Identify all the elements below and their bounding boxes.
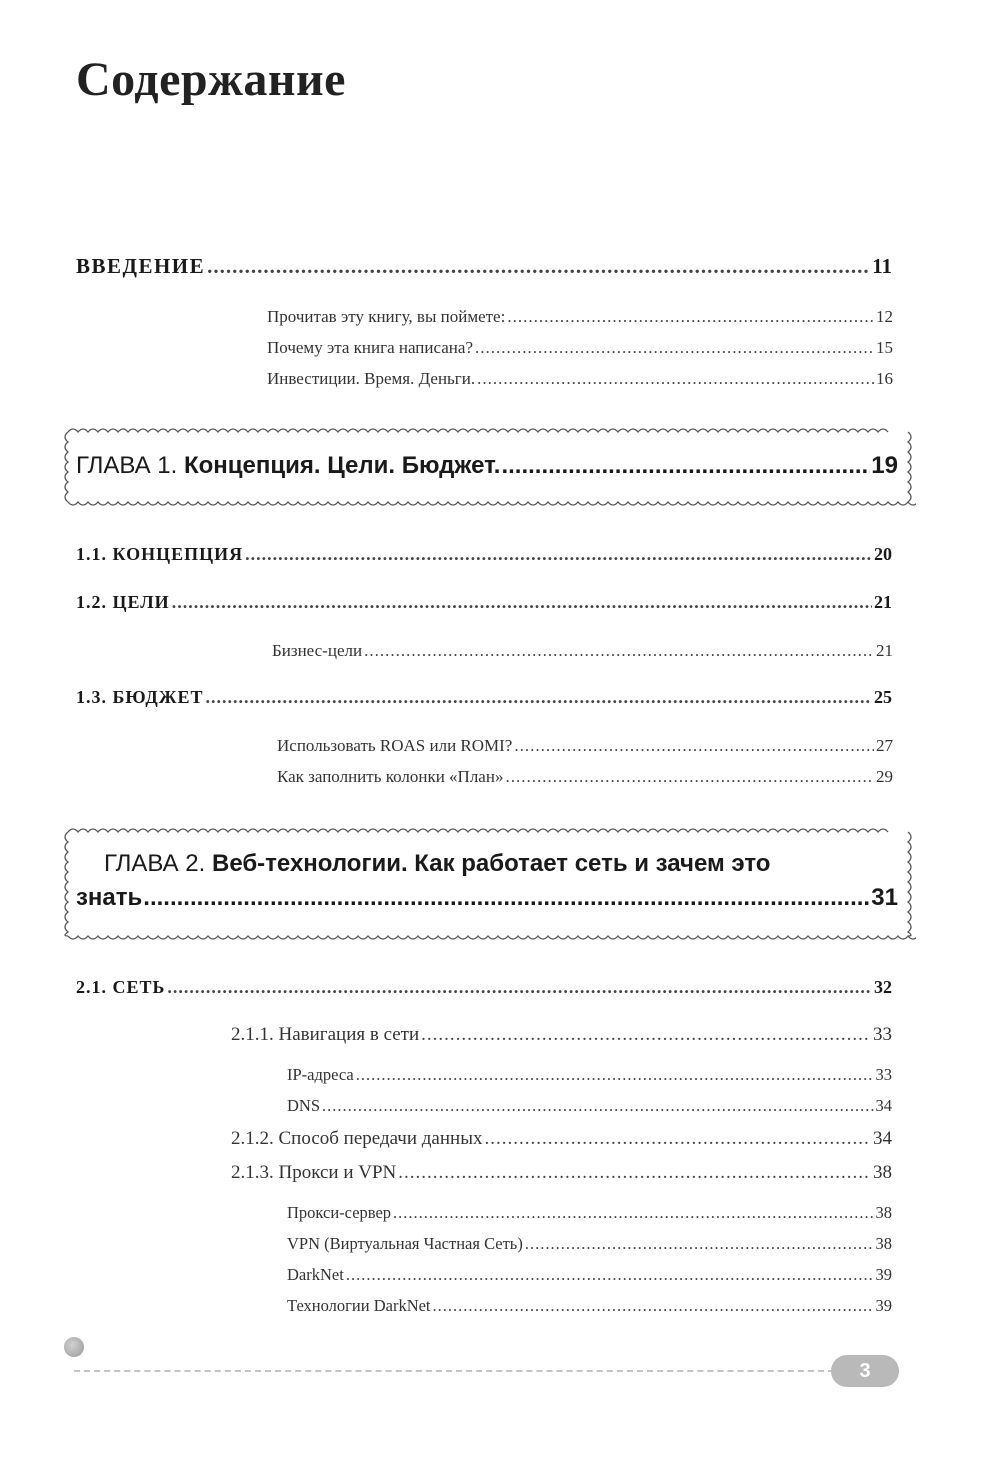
toc-page: 38 — [875, 1234, 892, 1253]
chapter-prefix: ГЛАВА 1. — [76, 452, 178, 479]
toc-entry-subsection[interactable] — [231, 1128, 892, 1150]
toc-page: 34 — [873, 1128, 892, 1149]
toc-label: DarkNet — [287, 1265, 344, 1284]
chapter-1-box[interactable] — [62, 424, 916, 510]
leader-dots — [207, 254, 870, 279]
toc-entry-item[interactable] — [287, 1296, 892, 1316]
toc-page: 21 — [876, 641, 893, 660]
toc-page: 27 — [876, 736, 893, 755]
chapter-title-cont: знать — [76, 884, 143, 911]
toc-entry-section[interactable] — [76, 687, 892, 708]
leader-dots — [525, 1234, 874, 1254]
leader-dots — [143, 884, 870, 912]
leader-dots — [507, 307, 874, 327]
toc-label: 1.3. БЮДЖЕТ — [76, 687, 204, 707]
toc-entry-subsection[interactable] — [231, 1162, 892, 1184]
leader-dots — [505, 767, 874, 787]
leader-dots — [501, 452, 870, 480]
leader-dots — [167, 977, 872, 998]
toc-label: 2.1.3. Прокси и VPN — [231, 1162, 397, 1183]
toc-entry-item[interactable] — [287, 1234, 892, 1254]
leader-dots — [393, 1203, 873, 1223]
toc-label: 2.1. СЕТЬ — [76, 977, 166, 997]
toc-entry-item[interactable] — [277, 736, 893, 756]
toc-page: 16 — [876, 369, 893, 388]
chapter-title: Концепция. Цели. Бюджет. — [183, 452, 501, 479]
toc-entry-introduction[interactable] — [76, 254, 892, 279]
leader-dots — [346, 1265, 874, 1285]
chapter-2-heading-line2 — [76, 884, 898, 912]
leader-dots — [477, 369, 874, 389]
toc-page: 38 — [875, 1203, 892, 1222]
chapter-page: 31 — [871, 884, 898, 911]
toc-label: 1.1. КОНЦЕПЦИЯ — [76, 544, 244, 564]
leader-dots — [421, 1024, 871, 1046]
toc-label: 2.1.2. Способ передачи данных — [231, 1128, 483, 1149]
toc-label: 1.2. ЦЕЛИ — [76, 592, 170, 612]
chapter-prefix: ГЛАВА 2. — [104, 850, 206, 877]
toc-page: 15 — [876, 338, 893, 357]
toc-label: Почему эта книга написана? — [267, 338, 473, 357]
toc-entry-item[interactable] — [277, 767, 893, 787]
leader-dots — [433, 1296, 874, 1316]
toc-entry-item[interactable] — [287, 1096, 892, 1116]
toc-page: 34 — [875, 1096, 892, 1115]
toc-entry-section[interactable] — [76, 977, 892, 998]
page-number-badge: 3 — [831, 1355, 899, 1387]
toc-label: ВВЕДЕНИЕ — [76, 254, 206, 278]
chapter-2-box[interactable] — [62, 824, 916, 944]
toc-entry-intro-item[interactable] — [267, 307, 893, 327]
toc-page: 25 — [874, 687, 892, 707]
toc-page: 39 — [875, 1296, 892, 1315]
page-title: Содержание — [76, 53, 346, 106]
toc-page: 11 — [872, 254, 892, 278]
toc-page: 12 — [876, 307, 893, 326]
toc-label: IP-адреса — [287, 1065, 354, 1084]
toc-label: VPN (Виртуальная Частная Сеть) — [287, 1234, 523, 1253]
chapter-2-heading-line1 — [104, 850, 770, 878]
toc-label: Инвестиции. Время. Деньги. — [267, 369, 476, 388]
leader-dots — [364, 641, 874, 661]
leader-dots — [356, 1065, 874, 1085]
chapter-page: 19 — [871, 452, 898, 479]
toc-label: Бизнес-цели — [272, 641, 363, 660]
toc-label: 2.1.1. Навигация в сети — [231, 1024, 420, 1045]
leader-dots — [245, 544, 872, 565]
toc-entry-section[interactable] — [76, 544, 892, 565]
toc-entry-intro-item[interactable] — [267, 369, 893, 389]
toc-entry-item[interactable] — [287, 1065, 892, 1085]
chapter-title: Веб-технологии. Как работает сеть и зачем это — [211, 850, 771, 877]
leader-dots — [475, 338, 874, 358]
toc-page: 29 — [876, 767, 893, 786]
toc-page: 33 — [875, 1065, 892, 1084]
footer-bullet-icon — [64, 1337, 84, 1357]
toc-page: 20 — [874, 544, 892, 564]
leader-dots — [322, 1096, 873, 1116]
leader-dots — [398, 1162, 871, 1184]
leader-dots — [514, 736, 874, 756]
leader-dots — [172, 592, 872, 613]
toc-page: 38 — [873, 1162, 892, 1183]
leader-dots — [206, 687, 872, 708]
toc-entry-subsection[interactable] — [231, 1024, 892, 1046]
toc-label: Технологии DarkNet — [287, 1296, 431, 1315]
footer-divider — [74, 1370, 834, 1372]
chapter-1-heading — [76, 452, 898, 480]
toc-page: 39 — [875, 1265, 892, 1284]
toc-entry-item[interactable] — [272, 641, 893, 661]
leader-dots — [484, 1128, 871, 1150]
toc-label: Прокси-сервер — [287, 1203, 392, 1222]
toc-entry-item[interactable] — [287, 1203, 892, 1223]
toc-entry-intro-item[interactable] — [267, 338, 893, 358]
toc-label: Использовать ROAS или ROMI? — [277, 736, 513, 755]
toc-entry-item[interactable] — [287, 1265, 892, 1285]
toc-label: Как заполнить колонки «План» — [277, 767, 504, 786]
toc-entry-section[interactable] — [76, 592, 892, 613]
toc-label: Прочитав эту книгу, вы поймете: — [267, 307, 506, 326]
toc-page: 21 — [874, 592, 892, 612]
toc-label: DNS — [287, 1096, 321, 1115]
toc-page: 33 — [873, 1024, 892, 1045]
toc-page: 32 — [874, 977, 892, 997]
